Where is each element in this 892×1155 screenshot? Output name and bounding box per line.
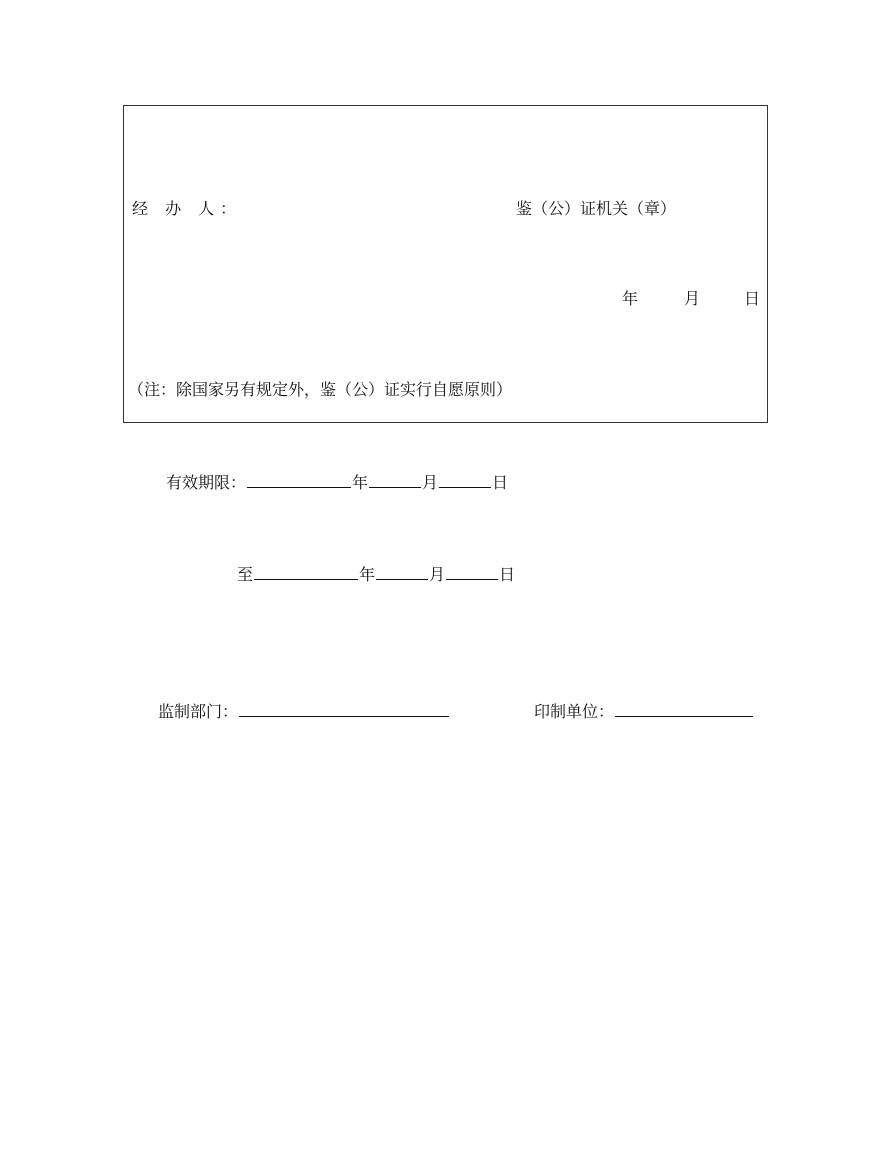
voluntary-note: （注：除国家另有规定外，鉴（公）证实行自愿原则） [128, 380, 513, 399]
supervisor-blank[interactable] [239, 700, 449, 717]
validity-to-month-label: 月 [429, 565, 446, 584]
validity-from-day-blank[interactable] [439, 471, 491, 488]
validity-to-row [237, 563, 515, 585]
validity-from-day-label: 日 [492, 473, 509, 492]
validity-to-year-blank[interactable] [254, 563, 358, 580]
validity-from-year-label: 年 [352, 473, 369, 492]
supervisor-label: 监制部门： [158, 702, 239, 721]
printer-label: 印制单位： [534, 702, 615, 721]
validity-from-month-blank[interactable] [369, 471, 421, 488]
validity-to-day-label: 日 [499, 565, 516, 584]
validity-from-year-blank[interactable] [247, 471, 351, 488]
box-date-year: 年 [622, 289, 639, 308]
authentication-box [123, 105, 768, 423]
validity-to-label: 至 [237, 565, 254, 584]
supervisor-row [158, 700, 450, 722]
authority-seal-label: 鉴（公）证机关（章） [516, 199, 677, 218]
box-date-day: 日 [744, 289, 761, 308]
handler-label: 经 办 人： [132, 199, 243, 218]
validity-label: 有效期限： [166, 473, 247, 492]
validity-from-row [166, 471, 508, 493]
printer-row [534, 700, 754, 722]
validity-from-month-label: 月 [422, 473, 439, 492]
validity-to-year-label: 年 [359, 565, 376, 584]
validity-to-day-blank[interactable] [446, 563, 498, 580]
printer-blank[interactable] [615, 700, 753, 717]
validity-to-month-blank[interactable] [376, 563, 428, 580]
box-date-month: 月 [684, 289, 701, 308]
